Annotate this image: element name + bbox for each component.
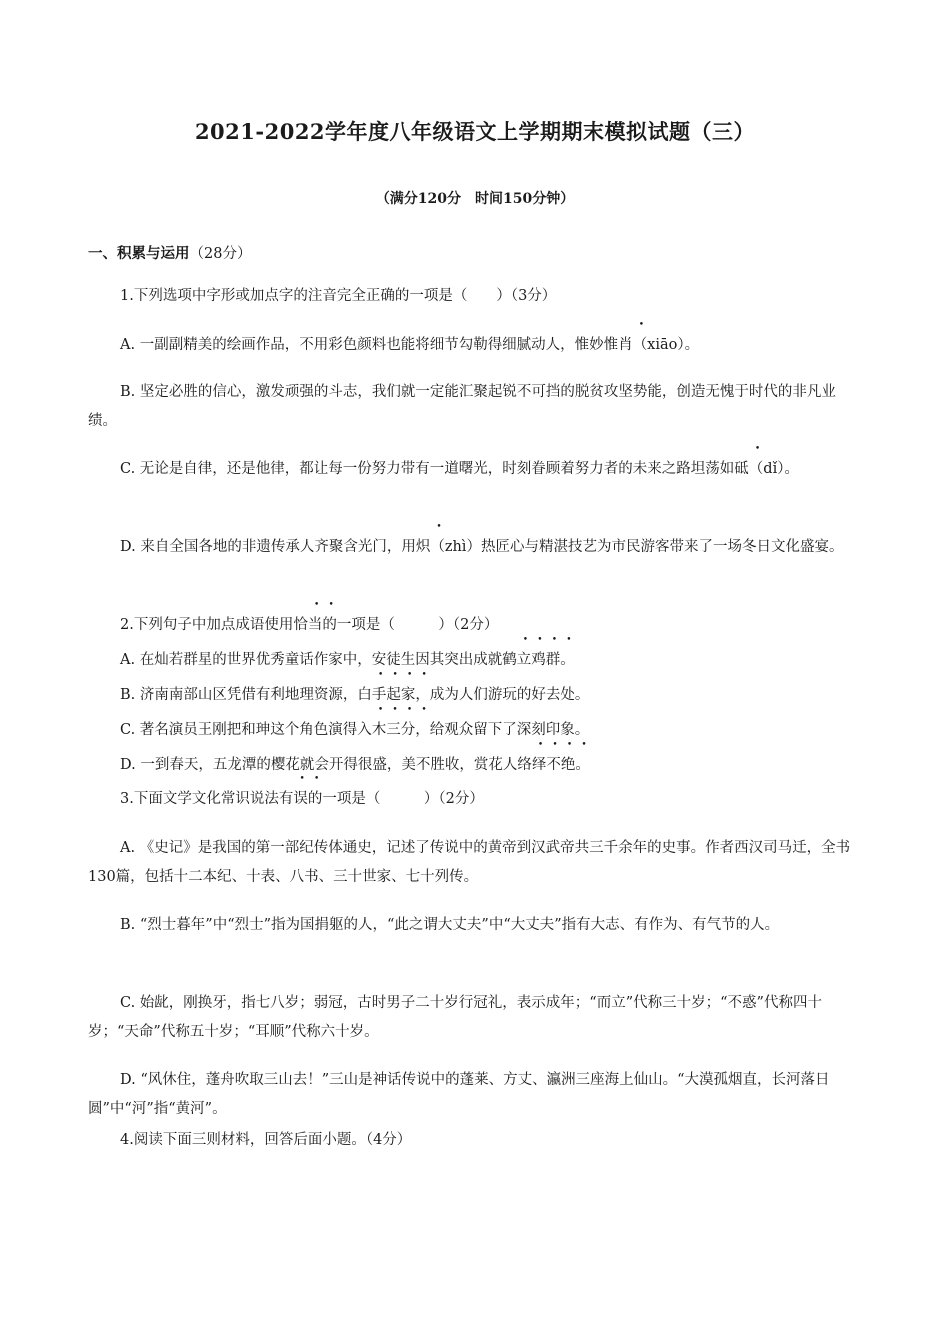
q3-option-d: D. “风休住，蓬舟吹取三山去！”三山是神话传说中的蓬莱、方丈、瀛洲三座海上仙山。“大漠孤烟直，长河落日圆”中“河”指“黄河”。 <box>88 1072 830 1117</box>
emphasis-char: 砥 <box>734 461 749 477</box>
q3-stem-text: 3.下面文学文化常识说法 <box>120 791 279 807</box>
q1-c-text: C. 无论是自律，还是他律，都让每一份努力带有一道曙光，时刻眷顾着努力者的未来之路坦荡如 <box>120 461 735 477</box>
emphasis-char: 不 <box>546 757 561 773</box>
emphasis-char: 炽 <box>415 539 431 555</box>
emphasis-char: 误 <box>293 791 308 807</box>
q1-a-pinyin: （xiāo）。 <box>632 337 700 353</box>
emphasis-char: 络 <box>517 757 532 773</box>
q2-c-tail: ，给观众留下了深刻印象。 <box>415 722 590 738</box>
exam-title: 2021-2022学年度八年级语文上学期期末模拟试题（三） <box>194 119 756 144</box>
emphasis-char: 分 <box>400 722 416 738</box>
emphasis-char: 立 <box>516 652 532 668</box>
section-score: （28分） <box>189 246 252 262</box>
q1-stem: 1.下列选项中字形或加点字的注音完全正确的一项是（ ）（3分） <box>120 288 557 304</box>
q2-d-tail: 。 <box>575 757 590 773</box>
emphasis-char: 白 <box>357 687 372 703</box>
emphasis-char: 起 <box>386 687 401 703</box>
emphasis-char: 当 <box>307 617 323 633</box>
q2-d-text: D. 一到春天，五龙潭的樱花就会开得很盛，美不胜收，赏花人 <box>120 757 518 773</box>
q4-stem: 4.阅读下面三则材料，回答后面小题。（4分） <box>120 1132 412 1148</box>
q2-option-d <box>88 751 856 780</box>
q2-option-a <box>88 646 856 675</box>
emphasis-char: 入 <box>357 722 372 738</box>
q2-b-tail: ，成为人们游玩的好去处。 <box>415 687 590 703</box>
q2-stem-text: 2.下列句子中加点成语使用 <box>120 617 294 633</box>
emphasis-char: 家 <box>400 687 416 703</box>
q2-option-c <box>88 716 856 745</box>
q1-a-text: A. 一副副精美的绘画作品，不用彩色颜料也能将细节勾勒得细腻动人，惟妙惟 <box>120 337 619 353</box>
section-label: 一、积累与运用 <box>88 245 190 262</box>
q3-option-c: C. 始龀，刚换牙，指七八岁；弱冠，古时男子二十岁行冠礼，表示成年；“而立”代称三十岁；“不惑”代称四十岁；“天命”代称五十岁；“耳顺”代称六十岁。 <box>88 995 822 1040</box>
q2-b-text: B. 济南南部山区凭借有利地理资源， <box>120 687 358 703</box>
q3-option-a: A. 《史记》是我国的第一部纪传体通史，记述了传说中的黄帝到汉武帝共三千余年的史事。作者西汉司马迁，全书130篇，包括十二本纪、十表、八书、三十世家、七十列传。 <box>88 840 851 885</box>
emphasis-char: 鸡 <box>531 652 546 668</box>
emphasis-char: 群 <box>545 652 561 668</box>
q3-stem-tail: 的一项是（ ）（2分） <box>307 791 484 807</box>
section-heading <box>88 242 251 263</box>
q1-option-c <box>88 455 856 484</box>
q2-c-text: C. 著名演员王刚把和珅这个角色演得 <box>120 722 358 738</box>
emphasis-char: 木 <box>371 722 387 738</box>
q1-option-d <box>88 533 856 562</box>
q1-option-a <box>88 331 856 360</box>
emphasis-char: 手 <box>371 687 387 703</box>
exam-subtitle: （满分120分 时间150分钟） <box>375 191 575 207</box>
q1-d-pinyin: （zhì）热匠心与精湛技艺为市民游客带来了一场冬日文化盛宴。 <box>430 539 844 555</box>
q2-option-b <box>88 681 856 710</box>
q2-stem <box>88 611 856 640</box>
q2-a-tail: 。 <box>560 652 575 668</box>
q1-d-text: D. 来自全国各地的非遗传承人齐聚含光门，用 <box>120 539 416 555</box>
emphasis-char: 三 <box>386 722 401 738</box>
emphasis-char: 绎 <box>531 757 547 773</box>
q1-c-pinyin: （dǐ）。 <box>748 461 799 477</box>
emphasis-char: 有 <box>278 791 294 807</box>
q2-a-text: A. 在灿若群星的世界优秀童话作家中，安徒生因其突出成就 <box>120 652 503 668</box>
q1-option-b: B. 坚定必胜的信心，激发顽强的斗志，我们就一定能汇聚起锐不可挡的脱贫攻坚势能，创造无愧于时代的非凡业绩。 <box>88 384 836 429</box>
q2-stem-tail: 的一项是（ ）（2分） <box>322 617 499 633</box>
emphasis-char: 恰 <box>293 617 308 633</box>
q3-option-b: B. “烈士暮年”中“烈士”指为国捐躯的人，“此之谓大丈夫”中“大丈夫”指有大志、有作为、有气节的人。 <box>120 917 780 933</box>
emphasis-char: 鹤 <box>502 652 517 668</box>
emphasis-char: 肖 <box>618 337 633 353</box>
emphasis-char: 绝 <box>560 757 576 773</box>
q3-stem <box>88 785 856 814</box>
